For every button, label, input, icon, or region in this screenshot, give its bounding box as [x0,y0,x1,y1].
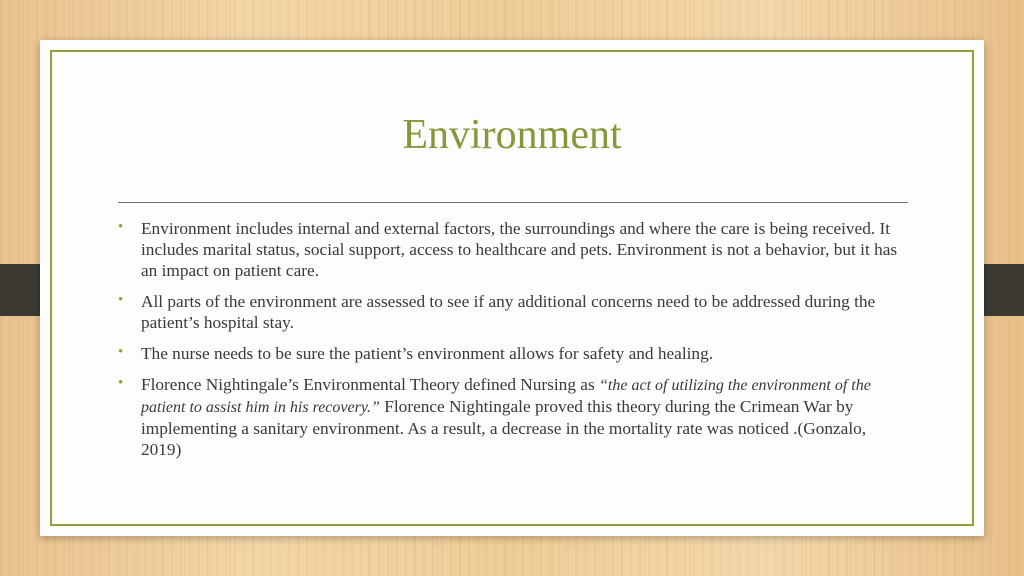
bullet-icon: • [118,219,124,235]
bullet-icon: • [118,292,124,308]
nightingale-quote: “the act of utilizing the environment of the patient to assist him in his recovery.” [141,377,871,416]
bullet-item-3 [118,343,908,364]
slide-title: Environment [402,112,622,158]
bullet-item-1 [118,218,908,281]
bullet-icon: • [118,344,124,360]
bullet-text: All parts of the environment are assessed to see if any additional concerns need to be addressed during the patient’s hospital stay. [141,292,876,332]
bullet-item-4 [118,374,908,460]
bullet-list [118,218,908,470]
bullet-item-2 [118,291,908,333]
slide-card [40,40,984,536]
bullet-text-after-quote: Florence Nightingale proved this theory during the Crimean War by implementing a sanitary environment. As a result, a decrease in the mortality rate was noticed .(Gonzalo, 2019) [141,397,867,459]
bullet-text: The nurse needs to be sure the patient’s environment allows for safety and healing. [141,344,714,363]
bullet-icon: • [118,375,124,391]
bullet-text-before-quote: Florence Nightingale’s Environmental Theory defined Nursing as [141,375,600,394]
bullet-text: Environment includes internal and external factors, the surroundings and where the care is being received. It includes marital status, social support, access to healthcare and pets. Environment is not a behavior, but it has an impact on patient care. [141,219,898,280]
title-divider [118,202,908,203]
